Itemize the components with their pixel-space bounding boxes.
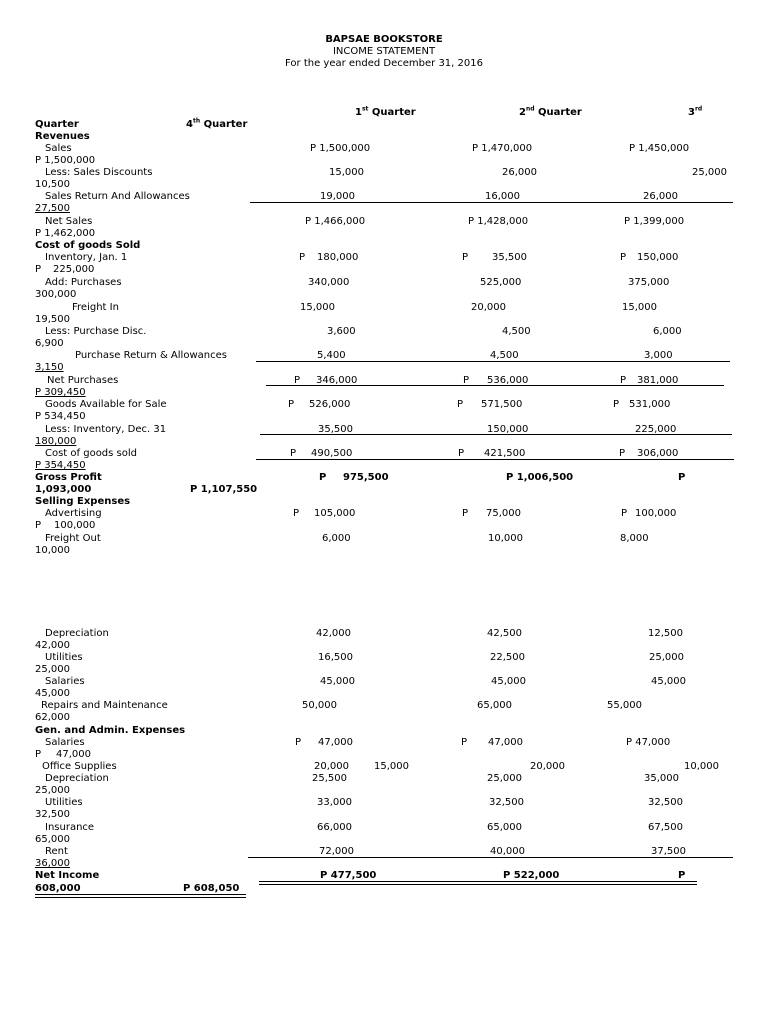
purchases-q4: 300,000 [35, 289, 77, 300]
advertising-q4: 100,000 [54, 520, 96, 531]
rule-line [260, 434, 732, 435]
rent-q1: 72,000 [319, 846, 354, 857]
row-label-selling-depreciation: Depreciation [45, 628, 109, 639]
repairs-q4: 62,000 [35, 712, 70, 723]
repairs-q2: 65,000 [477, 700, 512, 711]
advertising-q3-prefix: P [621, 508, 628, 519]
goods-available-q3: 531,000 [629, 399, 671, 410]
ga-utilities-q1: 33,000 [317, 797, 352, 808]
ga-utilities-q3: 32,500 [648, 797, 683, 808]
sales-returns-q2: 16,000 [485, 191, 520, 202]
ga-depreciation-q2: 25,000 [487, 773, 522, 784]
gross-profit-q2: P 1,006,500 [506, 472, 574, 483]
purchases-q2: 525,000 [480, 277, 522, 288]
rent-q4: 36,000 [35, 858, 70, 869]
insurance-q2: 65,000 [487, 822, 522, 833]
selling-salaries-q4: 45,000 [35, 688, 70, 699]
goods-available-q1-prefix: P [288, 399, 295, 410]
net-purchases-q2: 536,000 [487, 375, 529, 386]
repairs-q1: 50,000 [302, 700, 337, 711]
net-income-q4: 608,000 [35, 883, 81, 894]
selling-depreciation-q3: 12,500 [648, 628, 683, 639]
row-label-sales: Sales [45, 143, 72, 154]
net-income-q2: P 522,000 [503, 870, 560, 881]
rent-q3: 37,500 [651, 846, 686, 857]
row-label-rent: Rent [45, 846, 68, 857]
net-purchases-q1: 346,000 [316, 375, 358, 386]
purchase-discounts-q2: 4,500 [502, 326, 531, 337]
inventory-dec-q3: 225,000 [635, 424, 677, 435]
rule-line [266, 385, 724, 386]
row-label-selling-salaries: Salaries [45, 676, 85, 687]
freight-out-q4: 10,000 [35, 545, 70, 556]
inventory-jan-q3: 150,000 [637, 252, 679, 263]
selling-utilities-q4: 25,000 [35, 664, 70, 675]
gross-profit-q1-prefix: P [319, 472, 327, 483]
net-income-q1: P 477,500 [320, 870, 377, 881]
inventory-dec-q4: 180,000 [35, 436, 77, 447]
cogs-q2-prefix: P [458, 448, 465, 459]
ga-salaries-q1: 47,000 [318, 737, 353, 748]
statement-period: For the year ended December 31, 2016 [285, 58, 483, 69]
row-label-freight-in: Freight In [72, 302, 119, 313]
office-supplies-q1: 20,000 [314, 761, 349, 772]
gross-profit-q1: 975,500 [343, 472, 389, 483]
gross-profit-q4: 1,093,000 [35, 484, 92, 495]
selling-depreciation-q4: 42,000 [35, 640, 70, 651]
section-cost-of-goods-sold: Cost of goods Sold [35, 240, 141, 251]
selling-utilities-q3: 25,000 [649, 652, 684, 663]
freight-out-q1: 6,000 [322, 533, 351, 544]
sales-returns-q4: 27,500 [35, 203, 70, 214]
ga-salaries-q2-prefix: P [461, 737, 468, 748]
net-sales-q2: P 1,428,000 [468, 216, 529, 227]
insurance-q4: 65,000 [35, 834, 70, 845]
selling-salaries-q2: 45,000 [491, 676, 526, 687]
advertising-q4-prefix: P [35, 520, 42, 531]
sales-discounts-q3: 25,000 [692, 167, 727, 178]
goods-available-q2: 571,500 [481, 399, 523, 410]
net-purchases-q3: 381,000 [637, 375, 679, 386]
row-label-insurance: Insurance [45, 822, 95, 833]
row-label-goods-available: Goods Available for Sale [45, 399, 167, 410]
row-label-inventory-jan: Inventory, Jan. 1 [45, 252, 128, 263]
sales-q4: P 1,500,000 [35, 155, 96, 166]
cogs-q2: 421,500 [484, 448, 526, 459]
purchase-discounts-q1: 3,600 [327, 326, 356, 337]
row-label-net-purchases: Net Purchases [47, 375, 119, 386]
purchase-returns-q1: 5,400 [317, 350, 346, 361]
goods-available-q2-prefix: P [457, 399, 464, 410]
selling-depreciation-q2: 42,500 [487, 628, 522, 639]
inventory-jan-q2-prefix: P [462, 252, 469, 263]
net-purchases-q4: P 309,450 [35, 387, 86, 398]
inventory-jan-q3-prefix: P [620, 252, 627, 263]
gross-profit-q3-prefix: P [678, 472, 686, 483]
row-label-purchase-discounts: Less: Purchase Disc. [45, 326, 147, 337]
sales-q2: P 1,470,000 [472, 143, 533, 154]
advertising-q1-prefix: P [293, 508, 300, 519]
net-purchases-q2-prefix: P [463, 375, 470, 386]
col-header-quarter-label: Quarter [35, 119, 79, 130]
sales-q1: P 1,500,000 [310, 143, 371, 154]
freight-in-q2: 20,000 [471, 302, 506, 313]
ga-utilities-q4: 32,500 [35, 809, 70, 820]
rule-line [256, 361, 730, 362]
selling-salaries-q3: 45,000 [651, 676, 686, 687]
advertising-q2-prefix: P [462, 508, 469, 519]
col-header-q2: 2nd Quarter [519, 105, 582, 118]
insurance-q3: 67,500 [648, 822, 683, 833]
cogs-q4: P 354,450 [35, 460, 86, 471]
inventory-jan-q1: 180,000 [317, 252, 359, 263]
net-income-q4-extra: P 608,050 [183, 883, 240, 894]
row-label-advertising: Advertising [45, 508, 102, 519]
row-label-cost-of-goods-sold: Cost of goods sold [45, 448, 138, 459]
net-purchases-q3-prefix: P [620, 375, 627, 386]
goods-available-q3-prefix: P [613, 399, 620, 410]
advertising-q2: 75,000 [486, 508, 521, 519]
section-revenues: Revenues [35, 131, 90, 142]
row-label-inventory-dec: Less: Inventory, Dec. 31 [45, 424, 167, 435]
rule-line [248, 857, 733, 858]
sales-q3: P 1,450,000 [629, 143, 690, 154]
purchase-discounts-q4: 6,900 [35, 338, 64, 349]
sales-returns-q1: 19,000 [320, 191, 355, 202]
ga-salaries-q2: 47,000 [488, 737, 523, 748]
sales-discounts-q4: 10,500 [35, 179, 70, 190]
row-label-sales-returns: Sales Return And Allowances [45, 191, 190, 202]
ga-salaries-q1-prefix: P [295, 737, 302, 748]
row-label-sales-discounts: Less: Sales Discounts [45, 167, 153, 178]
row-label-gross-profit: Gross Profit [35, 472, 102, 483]
row-label-office-supplies: Office Supplies [42, 761, 117, 772]
company-name: BAPSAE BOOKSTORE [325, 34, 443, 45]
col-header-q4: 4th Quarter [186, 117, 248, 130]
sales-discounts-q2: 26,000 [502, 167, 537, 178]
row-label-repairs: Repairs and Maintenance [41, 700, 168, 711]
row-label-ga-depreciation: Depreciation [45, 773, 109, 784]
double-rule-line [35, 894, 246, 898]
purchases-q1: 340,000 [308, 277, 350, 288]
double-rule-line [259, 881, 697, 885]
office-supplies-q2: 20,000 [530, 761, 565, 772]
ga-depreciation-q4: 25,000 [35, 785, 70, 796]
cogs-q3: 306,000 [637, 448, 679, 459]
row-label-net-income: Net Income [35, 870, 100, 881]
purchase-returns-q2: 4,500 [490, 350, 519, 361]
freight-in-q1: 15,000 [300, 302, 335, 313]
gross-profit-q4-extra: P 1,107,550 [190, 484, 258, 495]
inventory-jan-q1-prefix: P [299, 252, 306, 263]
net-sales-q1: P 1,466,000 [305, 216, 366, 227]
section-gen-admin-expenses: Gen. and Admin. Expenses [35, 725, 186, 736]
net-income-q3: P [678, 870, 686, 881]
selling-utilities-q1: 16,500 [318, 652, 353, 663]
ga-salaries-q3: P 47,000 [626, 737, 671, 748]
inventory-jan-q4-prefix: P [35, 264, 42, 275]
freight-out-q2: 10,000 [488, 533, 523, 544]
selling-salaries-q1: 45,000 [320, 676, 355, 687]
office-supplies-q3: 10,000 [684, 761, 719, 772]
cogs-q1-prefix: P [290, 448, 297, 459]
insurance-q1: 66,000 [317, 822, 352, 833]
freight-out-q3: 8,000 [620, 533, 649, 544]
purchase-returns-q4: 3,150 [35, 362, 64, 373]
rule-line [250, 202, 733, 203]
repairs-q3: 55,000 [607, 700, 642, 711]
rule-line [256, 459, 734, 460]
advertising-q1: 105,000 [314, 508, 356, 519]
inventory-jan-q4: 225,000 [53, 264, 95, 275]
row-label-purchases: Add: Purchases [45, 277, 122, 288]
inventory-dec-q2: 150,000 [487, 424, 529, 435]
net-sales-q4: P 1,462,000 [35, 228, 96, 239]
row-label-ga-salaries: Salaries [45, 737, 85, 748]
row-label-ga-utilities: Utilities [45, 797, 83, 808]
office-supplies-q1b: 15,000 [374, 761, 409, 772]
net-sales-q3: P 1,399,000 [624, 216, 685, 227]
cogs-q3-prefix: P [619, 448, 626, 459]
ga-depreciation-q1: 25,500 [312, 773, 347, 784]
col-header-q1: 1st Quarter [355, 105, 416, 118]
inventory-dec-q1: 35,500 [318, 424, 353, 435]
freight-in-q3: 15,000 [622, 302, 657, 313]
goods-available-q1: 526,000 [309, 399, 351, 410]
rent-q2: 40,000 [490, 846, 525, 857]
advertising-q3: 100,000 [635, 508, 677, 519]
goods-available-q4: P 534,450 [35, 411, 86, 422]
row-label-freight-out: Freight Out [45, 533, 101, 544]
statement-title: INCOME STATEMENT [332, 46, 436, 57]
purchases-q3: 375,000 [628, 277, 670, 288]
net-purchases-q1-prefix: P [294, 375, 301, 386]
ga-salaries-q4-prefix: P [35, 749, 42, 760]
section-selling-expenses: Selling Expenses [35, 496, 131, 507]
ga-utilities-q2: 32,500 [489, 797, 524, 808]
sales-discounts-q1: 15,000 [329, 167, 364, 178]
selling-depreciation-q1: 42,000 [316, 628, 351, 639]
row-label-selling-utilities: Utilities [45, 652, 83, 663]
freight-in-q4: 19,500 [35, 314, 70, 325]
sales-returns-q3: 26,000 [643, 191, 678, 202]
col-header-q3: 3rd [688, 105, 703, 118]
purchase-returns-q3: 3,000 [644, 350, 673, 361]
cogs-q1: 490,500 [311, 448, 353, 459]
row-label-purchase-returns: Purchase Return & Allowances [75, 350, 227, 361]
inventory-jan-q2: 35,500 [492, 252, 527, 263]
selling-utilities-q2: 22,500 [490, 652, 525, 663]
ga-depreciation-q3: 35,000 [644, 773, 679, 784]
ga-salaries-q4: 47,000 [56, 749, 91, 760]
purchase-discounts-q3: 6,000 [653, 326, 682, 337]
row-label-net-sales: Net Sales [45, 216, 93, 227]
